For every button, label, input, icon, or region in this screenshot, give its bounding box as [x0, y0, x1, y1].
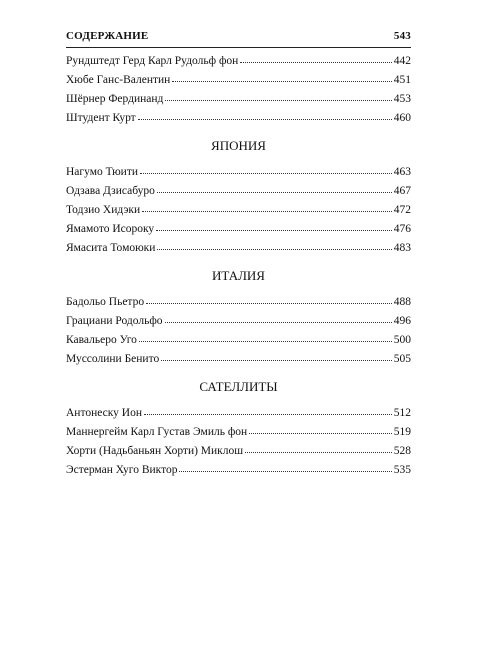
- dot-leader: [142, 202, 392, 212]
- toc-entry: [66, 201, 411, 220]
- dot-leader: [140, 164, 392, 174]
- dot-leader: [245, 443, 392, 453]
- header-rule: [66, 47, 411, 48]
- toc-entry-name: Тодзио Хидэки: [66, 204, 141, 216]
- dot-leader: [161, 351, 392, 361]
- toc-entry-name: Рундштедт Герд Карл Рудольф фон: [66, 55, 239, 67]
- dot-leader: [156, 221, 392, 231]
- toc-entry-page: 442: [393, 55, 411, 67]
- toc-entry-page: 496: [393, 315, 411, 327]
- dot-leader: [165, 91, 391, 101]
- toc-entry-name: Ямасита Томоюки: [66, 242, 156, 254]
- toc-entry-name: Маннергейм Карл Густав Эмиль фон: [66, 426, 248, 438]
- toc-entry-name: Антонеску Ион: [66, 407, 142, 419]
- dot-leader: [240, 53, 391, 63]
- dot-leader: [249, 424, 392, 434]
- toc-entry: [66, 350, 411, 369]
- toc-entry: [66, 90, 411, 109]
- toc-entry-page: 519: [393, 426, 411, 438]
- toc-entry-page: 463: [393, 166, 411, 178]
- toc-entry: [66, 52, 411, 71]
- toc-entry-page: 460: [393, 112, 411, 124]
- dot-leader: [138, 110, 392, 120]
- toc-entry-name: Хюбе Ганс-Валентин: [66, 74, 171, 86]
- toc-entry: [66, 312, 411, 331]
- toc-entry-name: Хорти (Надьбаньян Хорти) Миклош: [66, 445, 244, 457]
- toc-entry-page: 451: [393, 74, 411, 86]
- dot-leader: [157, 240, 391, 250]
- toc-entry-name: Шёрнер Фердинанд: [66, 93, 164, 105]
- toc-entry-page: 472: [393, 204, 411, 216]
- toc-entry-name: Штудент Курт: [66, 112, 136, 124]
- toc-entry-page: 500: [393, 334, 411, 346]
- table-of-contents: [66, 52, 411, 480]
- dot-leader: [172, 72, 391, 82]
- toc-entry-page: 535: [393, 464, 411, 476]
- toc-entry-page: 453: [393, 93, 411, 105]
- toc-entry: [66, 71, 411, 90]
- toc-entry: [66, 442, 411, 461]
- toc-entry: [66, 163, 411, 182]
- dot-leader: [165, 313, 392, 323]
- toc-entry-name: Ямамото Исороку: [66, 223, 155, 235]
- toc-entry: [66, 423, 411, 442]
- toc-entry-page: 476: [393, 223, 411, 235]
- toc-entry-page: 512: [393, 407, 411, 419]
- dot-leader: [144, 405, 392, 415]
- toc-entry: [66, 182, 411, 201]
- section-title-japan: ЯПОНИЯ: [211, 138, 266, 153]
- toc-entry: [66, 239, 411, 258]
- header-page-number: 543: [393, 30, 411, 42]
- toc-entry-page: 483: [393, 242, 411, 254]
- toc-entry: [66, 109, 411, 128]
- toc-entry-page: 505: [393, 353, 411, 365]
- toc-entry-name: Одзава Дзисабуро: [66, 185, 155, 197]
- header-title: СОДЕРЖАНИЕ: [66, 30, 149, 42]
- toc-entry-page: 467: [393, 185, 411, 197]
- dot-leader: [139, 332, 392, 342]
- toc-entry: [66, 220, 411, 239]
- toc-entry-name: Муссолини Бенито: [66, 353, 160, 365]
- toc-entry: [66, 331, 411, 350]
- toc-entry-page: 488: [393, 296, 411, 308]
- toc-entry-name: Нагумо Тюити: [66, 166, 139, 178]
- toc-entry: [66, 404, 411, 423]
- toc-entry-page: 528: [393, 445, 411, 457]
- toc-entry: [66, 461, 411, 480]
- toc-entry-name: Эстерман Хуго Виктор: [66, 464, 178, 476]
- section-title-italy: ИТАЛИЯ: [212, 268, 265, 283]
- dot-leader: [179, 462, 391, 472]
- toc-entry-name: Кавальеро Уго: [66, 334, 137, 346]
- section-title-satellites: САТЕЛЛИТЫ: [199, 379, 278, 394]
- dot-leader: [146, 294, 392, 304]
- dot-leader: [157, 183, 392, 193]
- toc-entry-name: Грациани Родольфо: [66, 315, 163, 327]
- toc-entry: [66, 293, 411, 312]
- toc-entry-name: Бадольо Пьетро: [66, 296, 145, 308]
